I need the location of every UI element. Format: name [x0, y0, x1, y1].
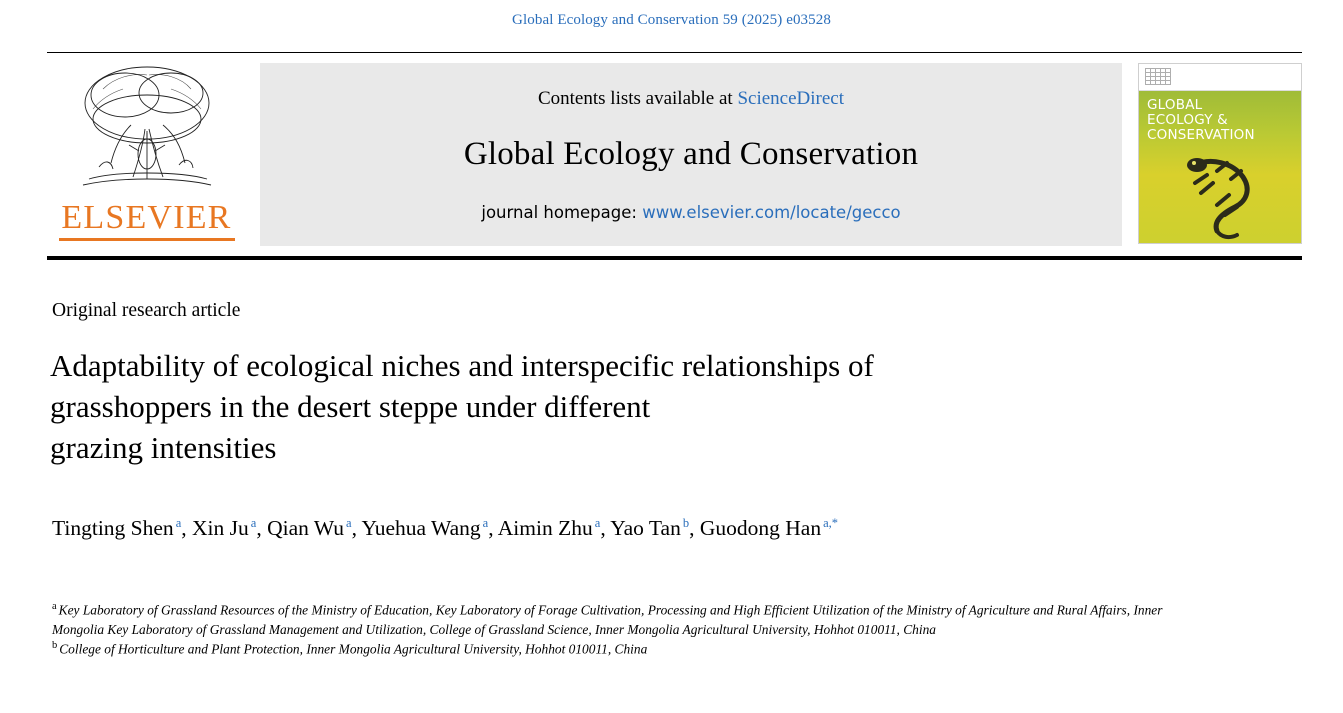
- contents-available-line: [538, 88, 844, 110]
- elsevier-rule: [59, 238, 235, 241]
- affiliation-item: [52, 600, 1202, 639]
- cover-title: [1147, 98, 1295, 143]
- author-item[interactable]: [267, 516, 352, 540]
- lizard-icon: [1177, 145, 1297, 241]
- author-item[interactable]: [700, 516, 838, 540]
- author-affiliation-mark[interactable]: a,*: [823, 515, 839, 530]
- author-separator: ,: [181, 516, 192, 540]
- author-affiliation-mark[interactable]: a: [346, 515, 352, 530]
- author-affiliation-mark[interactable]: a: [250, 515, 257, 530]
- cover-header-strip: [1139, 64, 1301, 91]
- article-type-label: Original research article: [52, 300, 241, 321]
- author-affiliation-mark[interactable]: a: [482, 515, 489, 530]
- author-name: Tingting Shen: [52, 516, 174, 540]
- cover-title-line3: CONSERVATION: [1147, 127, 1255, 144]
- journal-cover-thumbnail[interactable]: [1138, 63, 1302, 244]
- journal-homepage-line: [481, 203, 900, 222]
- article-title-line-1: Adaptability of ecological niches and interspecific relationships of: [50, 348, 874, 383]
- author-name: Xin Ju: [192, 516, 249, 540]
- author-item[interactable]: [498, 516, 601, 540]
- author-separator: ,: [600, 516, 611, 540]
- journal-title: Global Ecology and Conservation: [463, 135, 919, 172]
- author-separator: ,: [351, 516, 362, 540]
- author-separator: ,: [488, 516, 498, 540]
- author-separator: ,: [256, 516, 268, 540]
- cover-title-line1: GLOBAL: [1147, 97, 1203, 113]
- author-list: [52, 512, 1232, 545]
- author-affiliation-mark[interactable]: b: [682, 515, 690, 530]
- author-item[interactable]: [610, 516, 689, 540]
- elsevier-tree-icon: [59, 59, 235, 199]
- author-name: Aimin Zhu: [497, 516, 593, 540]
- author-separator: ,: [689, 516, 700, 540]
- running-head: Global Ecology and Conservation 59 (2025) e03528: [512, 12, 831, 28]
- author-name: Yao Tan: [610, 516, 681, 540]
- cover-title-line2: ECOLOGY &: [1147, 112, 1228, 129]
- author-name: Yuehua Wang: [361, 516, 481, 540]
- author-item[interactable]: [52, 516, 181, 540]
- affiliation-mark: b: [52, 639, 58, 651]
- article-title: [50, 345, 1150, 469]
- author-affiliation-mark[interactable]: a: [594, 515, 601, 530]
- author-item[interactable]: [192, 516, 256, 540]
- author-item[interactable]: [362, 516, 489, 540]
- elsevier-wordmark: ELSEVIER: [61, 199, 232, 236]
- affiliation-item: [52, 639, 1202, 659]
- affiliation-text: College of Horticulture and Plant Protection, Inner Mongolia Agricultural University, Hohhot 010011, China: [59, 641, 648, 656]
- cover-grid-icon: [1145, 68, 1171, 85]
- article-title-line-2: grasshoppers in the desert steppe under different: [50, 389, 651, 425]
- homepage-prefix: journal homepage:: [481, 202, 637, 222]
- author-name: Qian Wu: [267, 516, 345, 540]
- journal-band: [260, 63, 1122, 246]
- article-title-line-3: grazing intensities: [50, 430, 277, 466]
- author-name: Guodong Han: [699, 516, 822, 540]
- journal-homepage-link[interactable]: www.elsevier.com/locate/gecco: [642, 202, 901, 222]
- author-affiliation-mark[interactable]: a: [175, 515, 182, 530]
- elsevier-logo: [47, 53, 246, 256]
- affiliation-text: Key Laboratory of Grassland Resources of the Ministry of Education, Key Laboratory of Forage Cultivation, Processing and High Efficient Utilization of the Ministry of Agriculture and Rural Affairs, Inner Mongolia Key Laboratory of Grassland Management and Utilization, College of Grassland Science, Inner Mongolia Agricultural University, Hohhot 010011, China: [52, 602, 1163, 637]
- journal-masthead: [47, 52, 1302, 260]
- affiliation-mark: a: [52, 601, 57, 612]
- contents-prefix: Contents lists available at: [537, 87, 733, 109]
- sciencedirect-link[interactable]: ScienceDirect: [737, 87, 845, 109]
- affiliation-list: [52, 600, 1202, 658]
